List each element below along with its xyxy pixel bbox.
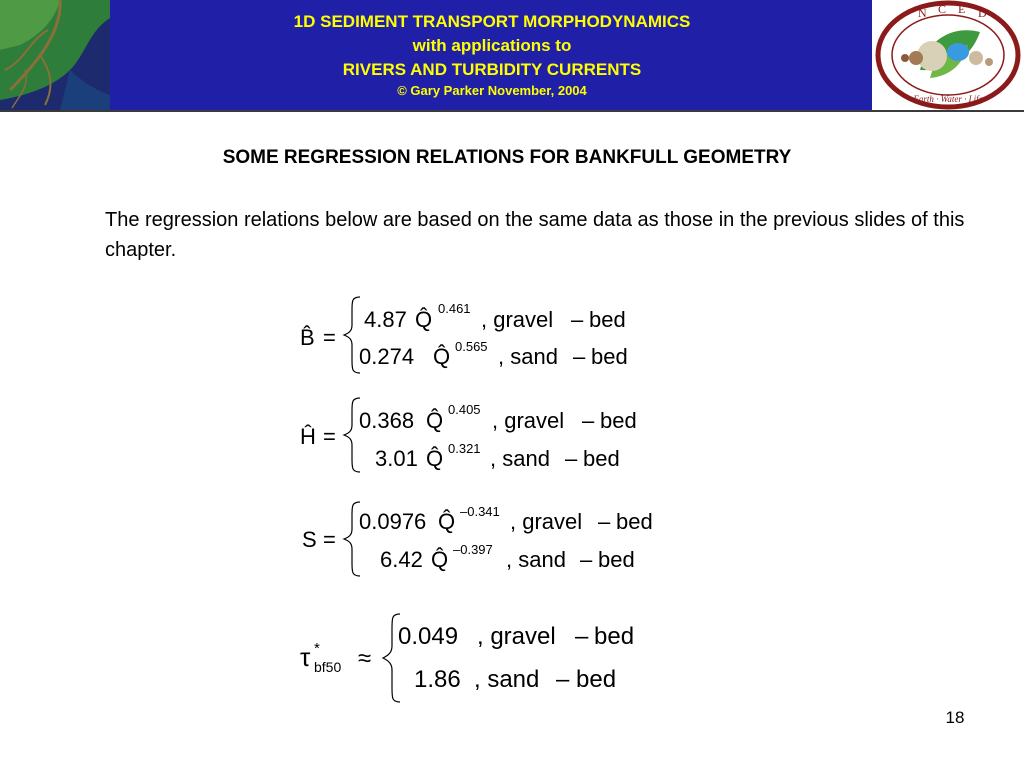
header-title-line3: RIVERS AND TURBIDITY CURRENTS: [342, 60, 642, 79]
eq-slope-sand-bed: bed: [598, 547, 635, 572]
eq-slope-gravel-coef: 0.0976: [359, 509, 427, 534]
nced-logo: [872, 0, 1024, 110]
header-text: [112, 0, 872, 110]
logo-motto: Earth · Water · Life: [913, 94, 983, 104]
eq-width-lhs: B̂: [300, 325, 315, 350]
eq-depth-equals: =: [323, 424, 336, 449]
eq-width-sand-bed: bed: [591, 344, 628, 369]
eq-depth-gravel-var: Q̂: [426, 408, 444, 433]
logo-letter-c: C: [938, 2, 947, 16]
eq-width-gravel-var: Q̂: [415, 307, 433, 332]
delta-satellite-image: [0, 0, 110, 110]
eq-width-gravel-coef: 4.87: [364, 307, 407, 332]
eq-shields-brace: [383, 614, 400, 702]
eq-slope-sand-minus: –: [580, 547, 593, 572]
page-number: 18: [945, 708, 965, 727]
eq-slope-lhs: S: [302, 527, 317, 552]
logo-letter-e: E: [958, 2, 966, 16]
header-divider: [0, 110, 1024, 112]
eq-depth-sand-bed: bed: [583, 446, 620, 471]
eq-width-brace: [344, 297, 360, 373]
eq-depth-sand-var: Q̂: [426, 446, 444, 471]
eq-shields-gravel-label: , gravel: [477, 623, 556, 650]
eq-shields-gravel-minus: –: [575, 623, 589, 650]
eq-depth-sand-exp: 0.321: [448, 441, 481, 456]
eq-slope-sand-exp: –0.397: [453, 542, 493, 557]
eq-depth-sand-minus: –: [565, 446, 578, 471]
eq-shields-sand-label: , sand: [474, 666, 540, 693]
eq-depth-gravel-bed: bed: [600, 408, 637, 433]
intro-paragraph: The regression relations below are based on the same data as those in the previous slides of this chapter.: [105, 209, 965, 261]
eq-slope-gravel-label: , gravel: [510, 509, 583, 534]
eq-slope-gravel-bed: bed: [616, 509, 653, 534]
eq-shields-gravel-bed: bed: [594, 623, 635, 650]
eq-width-sand-label: , sand: [498, 344, 558, 369]
eq-width-sand-var: Q̂: [433, 344, 451, 369]
nced-logo-box: [872, 0, 1024, 110]
eq-slope-gravel-minus: –: [598, 509, 611, 534]
eq-width-gravel-label: , gravel: [481, 307, 554, 332]
eq-depth-gravel-exp: 0.405: [448, 402, 481, 417]
header-title-line2: with applications to: [412, 36, 572, 55]
eq-depth-sand-label: , sand: [490, 446, 550, 471]
eq-shields-star: *: [314, 640, 320, 657]
logo-letter-d: D: [978, 6, 987, 20]
eq-depth-gravel-label: , gravel: [492, 408, 565, 433]
eq-width-equals: =: [323, 325, 336, 350]
eq-depth-brace: [344, 398, 360, 472]
eq-slope-equals: =: [323, 527, 336, 552]
eq-shields-approx: ≈: [358, 645, 372, 672]
header-copyright: © Gary Parker November, 2004: [397, 83, 587, 98]
eq-width-sand-minus: –: [573, 344, 586, 369]
eq-slope-gravel-var: Q̂: [438, 509, 456, 534]
eq-width-gravel-bed: bed: [589, 307, 626, 332]
header-banner: [0, 0, 1024, 110]
slide-title: SOME REGRESSION RELATIONS FOR BANKFULL GEOMETRY: [222, 147, 792, 168]
eq-depth-gravel-minus: –: [582, 408, 595, 433]
header-title-line1: 1D SEDIMENT TRANSPORT MORPHODYNAMICS: [293, 12, 691, 31]
eq-depth-gravel-coef: 0.368: [359, 408, 415, 433]
logo-letter-n: N: [918, 6, 927, 20]
eq-shields-sand-coef: 1.86: [414, 666, 461, 693]
eq-slope-gravel-exp: –0.341: [460, 504, 500, 519]
eq-width-gravel-exp: 0.461: [438, 301, 471, 316]
eq-shields-sand-minus: –: [556, 666, 570, 693]
eq-width-sand-coef: 0.274: [359, 344, 415, 369]
eq-slope-sand-var: Q̂: [431, 547, 449, 572]
eq-shields-sand-bed: bed: [576, 666, 617, 693]
eq-slope-brace: [344, 502, 360, 576]
eq-shields-sub: bf50: [314, 659, 342, 675]
eq-depth-lhs: Ĥ: [300, 424, 316, 449]
eq-width-gravel-minus: –: [571, 307, 584, 332]
eq-slope-sand-coef: 6.42: [380, 547, 423, 572]
eq-shields-gravel-coef: 0.049: [398, 623, 459, 650]
eq-shields-lhs: τ: [300, 642, 311, 672]
eq-slope-sand-label: , sand: [506, 547, 566, 572]
eq-width-sand-exp: 0.565: [455, 339, 488, 354]
eq-depth-sand-coef: 3.01: [375, 446, 418, 471]
